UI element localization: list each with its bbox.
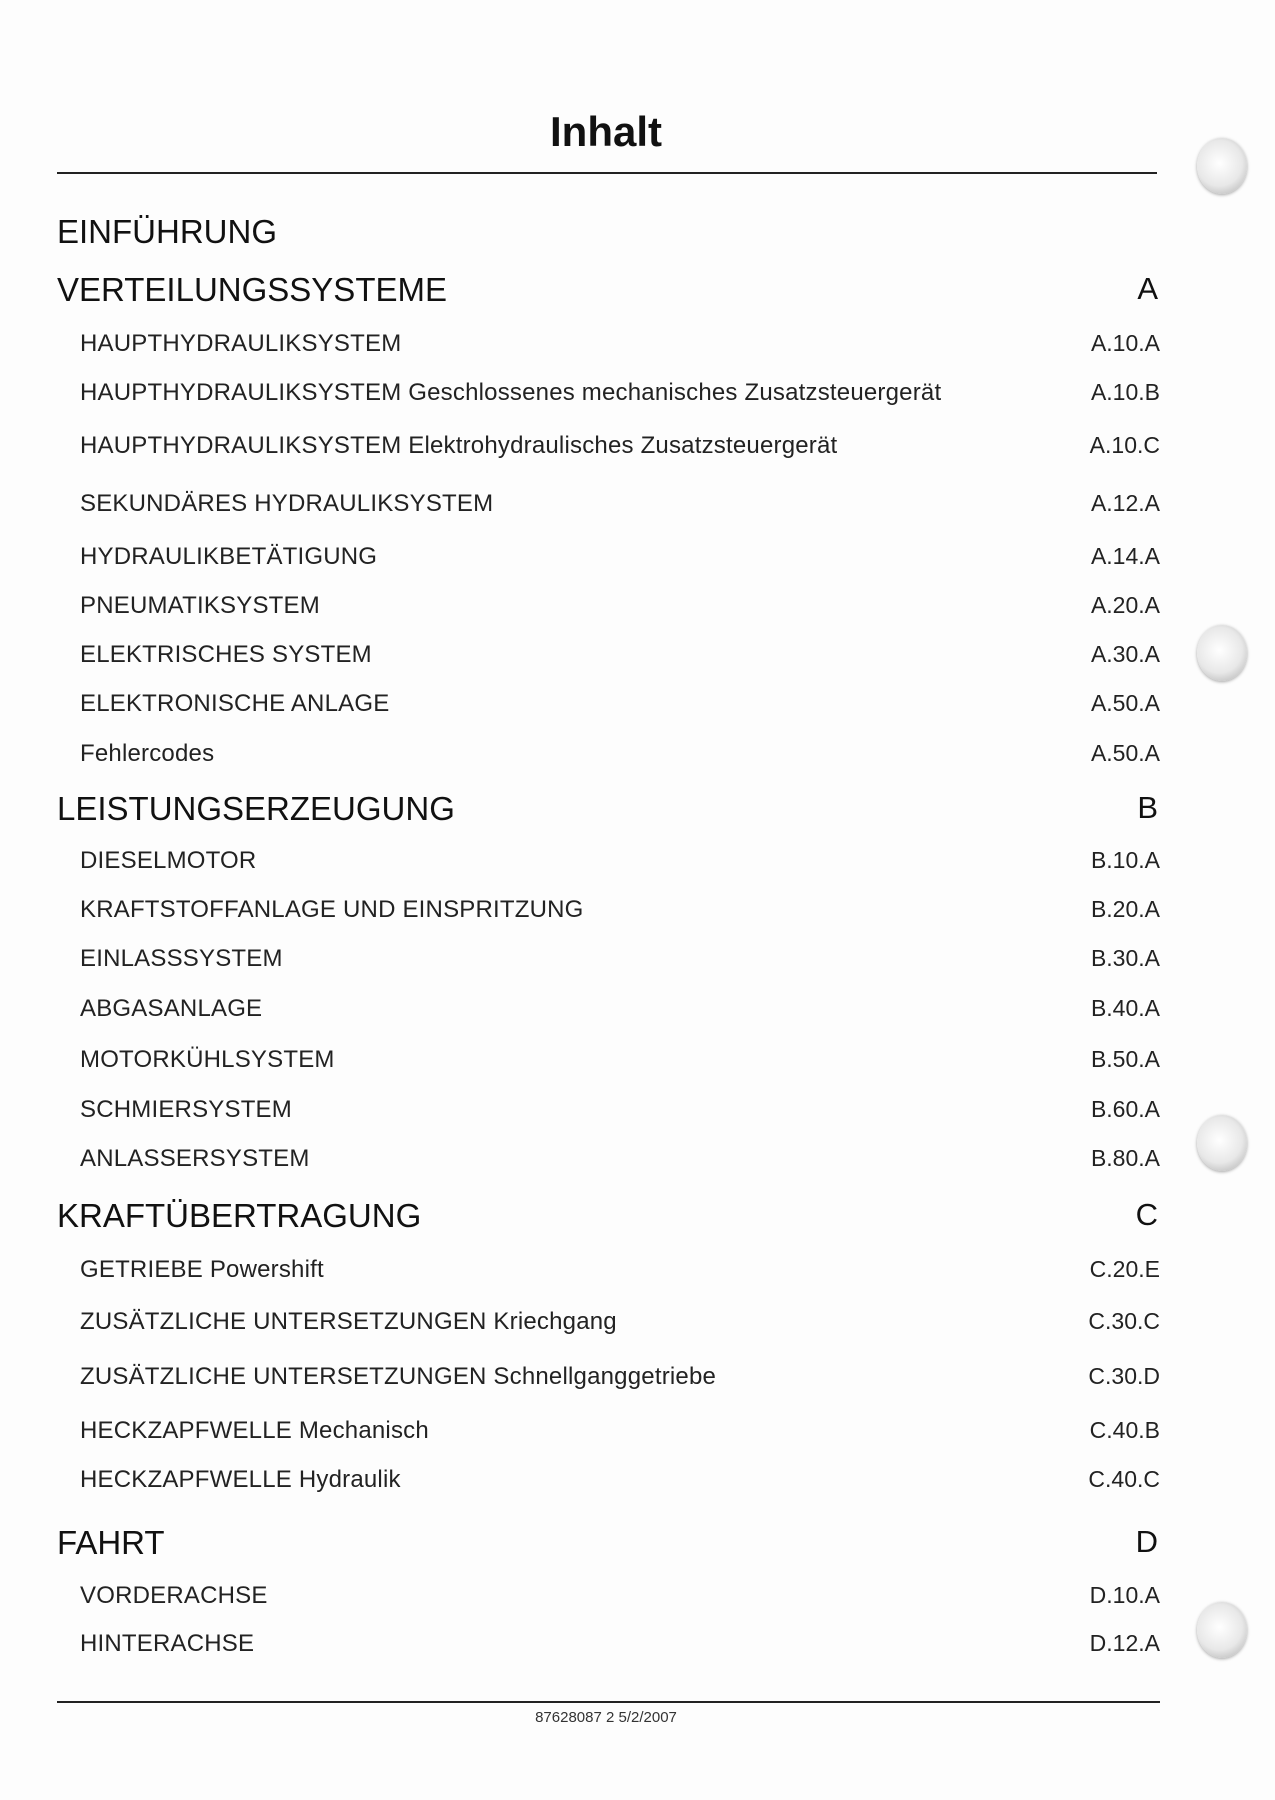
entry-title: SEKUNDÄRES HYDRAULIKSYSTEM <box>80 490 494 517</box>
entry-code: D.10.A <box>1089 1582 1160 1608</box>
toc-entry <box>0 1145 1275 1185</box>
toc-entry <box>0 330 1275 370</box>
entry-code: B.60.A <box>1090 1096 1160 1122</box>
entry-code: C.40.B <box>1089 1417 1160 1443</box>
toc-entry <box>0 740 1275 780</box>
entry-title: Fehlercodes <box>80 740 215 767</box>
toc-entry <box>0 1308 1275 1348</box>
section-letter: B <box>1137 790 1158 825</box>
entry-title: DIESELMOTOR <box>80 847 257 874</box>
entry-title: VORDERACHSE <box>80 1582 268 1609</box>
section-letter: C <box>1135 1197 1158 1232</box>
binder-hole <box>1197 1115 1247 1171</box>
toc-entry <box>0 543 1275 583</box>
entry-title: EINLASSSYSTEM <box>80 945 283 972</box>
entry-title: HAUPTHYDRAULIKSYSTEM <box>80 330 402 357</box>
toc-section <box>0 1524 1275 1564</box>
entry-code: A.10.A <box>1090 330 1160 356</box>
toc-section <box>0 790 1275 830</box>
entry-code: D.12.A <box>1089 1630 1160 1656</box>
binder-hole <box>1197 625 1247 681</box>
toc-entry <box>0 641 1275 681</box>
entry-code: A.30.A <box>1090 641 1160 667</box>
toc-entry <box>0 1630 1275 1670</box>
section-title: KRAFTÜBERTRAGUNG <box>57 1197 422 1234</box>
toc-entry <box>0 896 1275 936</box>
section-title: EINFÜHRUNG <box>57 213 277 250</box>
entry-code: C.20.E <box>1089 1256 1160 1282</box>
entry-code: B.20.A <box>1090 896 1160 922</box>
section-title: VERTEILUNGSSYSTEME <box>57 271 447 308</box>
toc-section <box>0 1197 1275 1237</box>
entry-title: ELEKTRISCHES SYSTEM <box>80 641 372 668</box>
entry-title: GETRIEBE Powershift <box>80 1256 324 1283</box>
entry-title: SCHMIERSYSTEM <box>80 1096 292 1123</box>
toc-entry <box>0 1046 1275 1086</box>
entry-title: ZUSÄTZLICHE UNTERSETZUNGEN Schnellganggetriebe <box>80 1363 717 1390</box>
binder-hole <box>1197 1602 1247 1658</box>
toc-entry <box>0 1466 1275 1506</box>
toc-entry <box>0 945 1275 985</box>
entry-title: ANLASSERSYSTEM <box>80 1145 310 1172</box>
entry-code: A.12.A <box>1090 490 1160 516</box>
entry-code: B.80.A <box>1090 1145 1160 1171</box>
toc-entry <box>0 1417 1275 1457</box>
entry-title: ABGASANLAGE <box>80 995 263 1022</box>
toc-entry <box>0 995 1275 1035</box>
entry-title: PNEUMATIKSYSTEM <box>80 592 320 619</box>
binder-hole <box>1197 138 1247 194</box>
toc-entry <box>0 490 1275 530</box>
section-title: LEISTUNGSERZEUGUNG <box>57 790 455 827</box>
entry-code: A.20.A <box>1090 592 1160 618</box>
entry-title: HAUPTHYDRAULIKSYSTEM Geschlossenes mechanisches Zusatzsteuergerät <box>80 379 942 406</box>
toc-section <box>0 271 1275 311</box>
entry-code: B.50.A <box>1090 1046 1160 1072</box>
page-title: Inhalt <box>550 108 662 155</box>
entry-code: B.30.A <box>1090 945 1160 971</box>
entry-code: A.50.A <box>1090 690 1160 716</box>
toc-entry <box>0 690 1275 730</box>
entry-code: A.14.A <box>1090 543 1160 569</box>
toc-entry <box>0 432 1275 472</box>
entry-title: HECKZAPFWELLE Hydraulik <box>80 1466 401 1493</box>
entry-title: HYDRAULIKBETÄTIGUNG <box>80 543 378 570</box>
toc-entry <box>0 592 1275 632</box>
entry-title: MOTORKÜHLSYSTEM <box>80 1046 335 1073</box>
toc-entry <box>0 1096 1275 1136</box>
toc-entry <box>0 1363 1275 1403</box>
entry-code: A.10.B <box>1090 379 1160 405</box>
toc-entry <box>0 1256 1275 1296</box>
entry-title: HECKZAPFWELLE Mechanisch <box>80 1417 429 1444</box>
page-footer: 87628087 2 5/2/2007 <box>535 1709 677 1726</box>
section-title: FAHRT <box>57 1524 165 1561</box>
toc-entry <box>0 379 1275 419</box>
section-letter: A <box>1137 271 1158 306</box>
entry-code: B.40.A <box>1090 995 1160 1021</box>
toc-section <box>0 213 1275 253</box>
toc-entry <box>0 847 1275 887</box>
entry-code: C.40.C <box>1088 1466 1160 1492</box>
entry-code: A.50.A <box>1090 740 1160 766</box>
entry-code: C.30.D <box>1088 1363 1160 1389</box>
entry-code: B.10.A <box>1090 847 1160 873</box>
entry-title: ELEKTRONISCHE ANLAGE <box>80 690 390 717</box>
section-letter: D <box>1135 1524 1158 1559</box>
bottom-divider <box>57 1701 1160 1703</box>
top-divider <box>57 172 1157 174</box>
entry-title: KRAFTSTOFFANLAGE UND EINSPRITZUNG <box>80 896 584 923</box>
entry-title: ZUSÄTZLICHE UNTERSETZUNGEN Kriechgang <box>80 1308 617 1335</box>
entry-title: HAUPTHYDRAULIKSYSTEM Elektrohydraulisches Zusatzsteuergerät <box>80 432 838 459</box>
entry-code: A.10.C <box>1089 432 1160 458</box>
toc-entry <box>0 1582 1275 1622</box>
entry-code: C.30.C <box>1088 1308 1160 1334</box>
entry-title: HINTERACHSE <box>80 1630 255 1657</box>
